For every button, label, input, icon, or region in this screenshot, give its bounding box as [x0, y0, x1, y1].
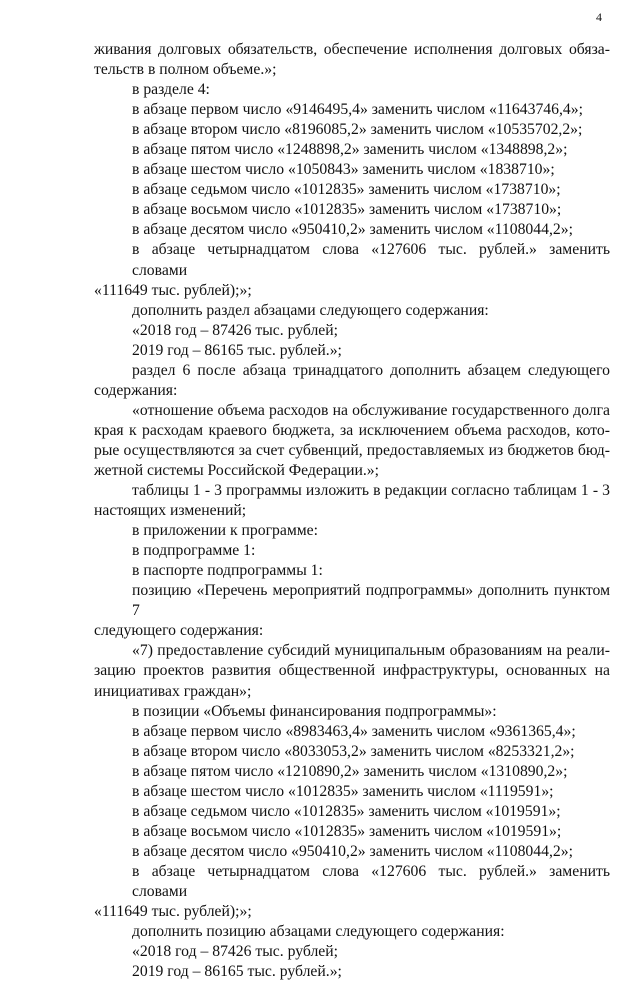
text-line: дополнить раздел абзацами следующего содержания: — [132, 301, 489, 319]
text-line: в разделе 4: — [132, 81, 210, 99]
page-number: 4 — [596, 10, 602, 24]
text-line: в приложении к программе: — [132, 522, 318, 540]
text-line: таблицы 1 - 3 программы изложить в редакции согласно таблицам 1 - 3 — [132, 482, 610, 500]
text-line: 2019 год – 86165 тыс. рублей.»; — [132, 341, 342, 359]
text-line: дополнить позицию абзацами следующего содержания: — [132, 923, 505, 941]
text-line: содержания: — [94, 381, 178, 399]
text-line: в абзаце четырнадцатом слова «127606 тыс. рублей.» заменить словами — [132, 862, 610, 900]
text-line: в абзаце седьмом число «1012835» заменить числом «1019591»; — [132, 802, 561, 820]
text-line: «2018 год – 87426 тыс. рублей; — [132, 943, 338, 961]
text-line: в абзаце первом число «8983463,4» заменить числом «9361365,4»; — [132, 722, 576, 740]
text-line: в подпрограмме 1: — [132, 542, 256, 560]
text-line: в абзаце десятом число «950410,2» заменить числом «1108044,2»; — [132, 842, 573, 860]
text-line: раздел 6 после абзаца тринадцатого дополнить абзацем следующего — [132, 361, 610, 379]
text-line: «111649 тыс. рублей);»; — [94, 281, 252, 299]
text-line: края к расходам краевого бюджета, за исключением объема расходов, кото- — [94, 421, 610, 439]
text-line: в абзаце седьмом число «1012835» заменить числом «1738710»; — [132, 181, 561, 199]
text-line: в абзаце восьмом число «1012835» заменить числом «1738710»; — [132, 201, 562, 219]
text-line: зацию проектов развития общественной инфраструктуры, основанных на — [94, 662, 610, 680]
text-line: настоящих изменений; — [94, 502, 247, 520]
text-line: в позиции «Объемы финансирования подпрограммы»: — [132, 702, 497, 720]
text-line: в абзаце восьмом число «1012835» заменить числом «1019591»; — [132, 822, 562, 840]
text-line: позицию «Перечень мероприятий подпрограммы» дополнить пунктом 7 — [132, 582, 610, 620]
text-line: «7) предоставление субсидий муниципальным образованиям на реали- — [132, 642, 610, 660]
text-line: рые осуществляются за счет субвенций, предоставляемых из бюджетов бюд- — [94, 441, 610, 459]
text-line: «отношение объема расходов на обслуживание государственного долга — [132, 401, 610, 419]
text-line: «111649 тыс. рублей);»; — [94, 903, 252, 921]
text-line: тельств в полном объеме.»; — [94, 61, 277, 79]
text-line: в абзаце четырнадцатом слова «127606 тыс. рублей.» заменить словами — [132, 241, 610, 279]
text-line: «2018 год – 87426 тыс. рублей; — [132, 321, 338, 339]
text-line: в абзаце пятом число «1210890,2» заменить числом «1310890,2»; — [132, 762, 568, 780]
text-line: в паспорте подпрограммы 1: — [132, 562, 323, 580]
text-line: в абзаце шестом число «1012835» заменить числом «1119591»; — [132, 782, 554, 800]
text-line: в абзаце втором число «8033053,2» заменить числом «8253321,2»; — [132, 742, 575, 760]
text-line: в абзаце пятом число «1248898,2» заменить числом «1348898,2»; — [132, 141, 568, 159]
text-line: в абзаце десятом число «950410,2» заменить числом «1108044,2»; — [132, 221, 573, 239]
text-line: в абзаце шестом число «1050843» заменить числом «1838710»; — [132, 161, 555, 179]
text-line: в абзаце втором число «8196085,2» заменить числом «10535702,2»; — [132, 121, 583, 139]
text-line: живания долговых обязательств, обеспечение исполнения долговых обяза- — [94, 41, 610, 58]
text-line: инициативах граждан»; — [94, 682, 252, 700]
document-body — [94, 40, 610, 982]
text-line: жетной системы Российской Федерации.»; — [94, 461, 379, 479]
text-line: следующего содержания: — [94, 622, 264, 640]
text-line: 2019 год – 86165 тыс. рублей.»; — [132, 963, 342, 981]
text-line: в абзаце первом число «9146495,4» заменить числом «11643746,4»; — [132, 101, 583, 119]
